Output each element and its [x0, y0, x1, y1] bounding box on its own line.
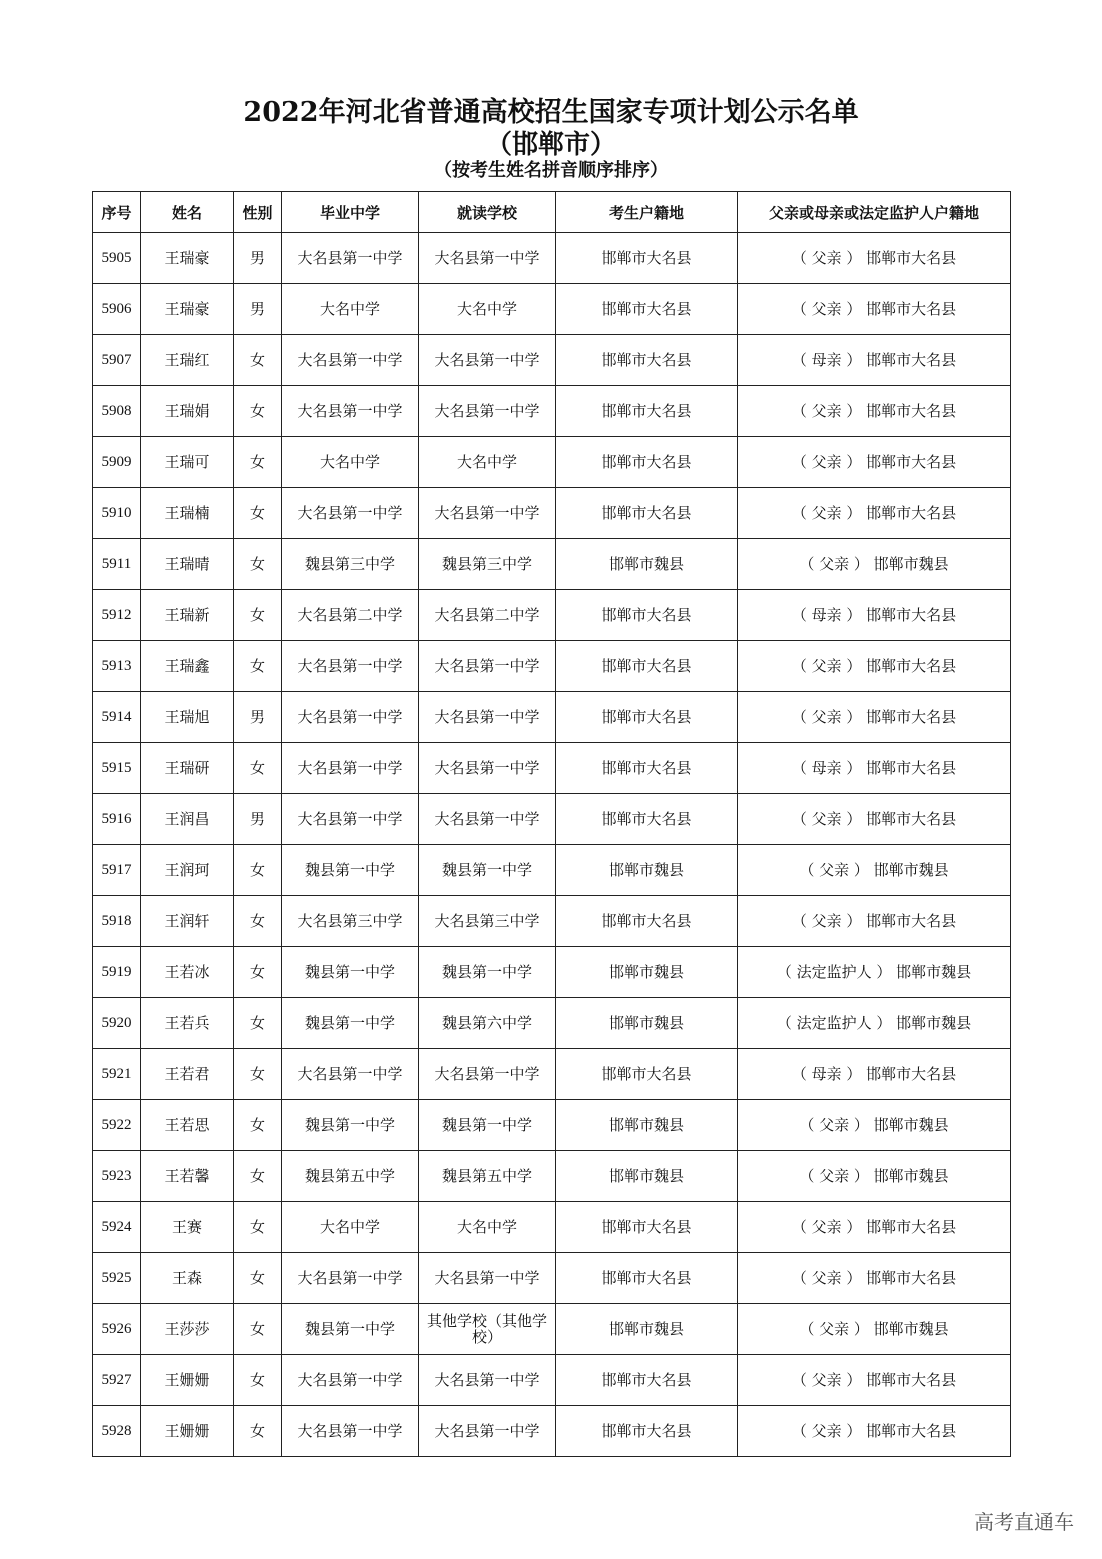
cell-current-school: 大名县第一中学 — [419, 743, 556, 794]
cell-row-number: 5906 — [93, 284, 141, 335]
cell-graduating-school: 大名中学 — [282, 437, 419, 488]
cell-current-school: 大名县第一中学 — [419, 1355, 556, 1406]
cell-student-household: 邯郸市大名县 — [556, 1202, 738, 1253]
cell-student-household: 邯郸市大名县 — [556, 284, 738, 335]
cell-current-school: 其他学校（其他学校） — [419, 1304, 556, 1355]
cell-guardian-household: （ 母亲 ） 邯郸市大名县 — [738, 335, 1011, 386]
cell-current-school: 大名中学 — [419, 284, 556, 335]
cell-student-name: 王润昌 — [141, 794, 234, 845]
cell-student-name: 王润轩 — [141, 896, 234, 947]
cell-guardian-household: （ 父亲 ） 邯郸市魏县 — [738, 845, 1011, 896]
cell-row-number: 5920 — [93, 998, 141, 1049]
cell-gender: 男 — [234, 794, 282, 845]
cell-guardian-household: （ 父亲 ） 邯郸市魏县 — [738, 1304, 1011, 1355]
cell-student-household: 邯郸市魏县 — [556, 1100, 738, 1151]
cell-student-name: 王若兵 — [141, 998, 234, 1049]
cell-student-name: 王瑞豪 — [141, 284, 234, 335]
table-row — [93, 692, 1011, 743]
cell-graduating-school: 魏县第一中学 — [282, 998, 419, 1049]
column-header-guardian-household: 父亲或母亲或法定监护人户籍地 — [738, 192, 1011, 233]
cell-current-school: 大名县第一中学 — [419, 1406, 556, 1457]
cell-gender: 女 — [234, 896, 282, 947]
cell-current-school: 大名县第一中学 — [419, 488, 556, 539]
cell-guardian-household: （ 父亲 ） 邯郸市大名县 — [738, 1253, 1011, 1304]
cell-student-name: 王瑞晴 — [141, 539, 234, 590]
cell-student-name: 王若君 — [141, 1049, 234, 1100]
cell-current-school: 魏县第一中学 — [419, 947, 556, 998]
cell-graduating-school: 大名县第一中学 — [282, 743, 419, 794]
cell-student-household: 邯郸市大名县 — [556, 743, 738, 794]
cell-graduating-school: 魏县第一中学 — [282, 947, 419, 998]
table-row — [93, 590, 1011, 641]
cell-gender: 女 — [234, 488, 282, 539]
cell-graduating-school: 大名县第三中学 — [282, 896, 419, 947]
table-row — [93, 1151, 1011, 1202]
cell-guardian-household: （ 母亲 ） 邯郸市大名县 — [738, 1049, 1011, 1100]
cell-gender: 女 — [234, 1406, 282, 1457]
table-row — [93, 1355, 1011, 1406]
cell-gender: 女 — [234, 1049, 282, 1100]
cell-graduating-school: 大名县第一中学 — [282, 641, 419, 692]
cell-student-name: 王润珂 — [141, 845, 234, 896]
cell-row-number: 5919 — [93, 947, 141, 998]
cell-current-school: 大名县第二中学 — [419, 590, 556, 641]
table-row — [93, 437, 1011, 488]
cell-student-household: 邯郸市魏县 — [556, 998, 738, 1049]
cell-row-number: 5908 — [93, 386, 141, 437]
table-row — [93, 386, 1011, 437]
cell-guardian-household: （ 法定监护人 ） 邯郸市魏县 — [738, 998, 1011, 1049]
cell-gender: 女 — [234, 1253, 282, 1304]
cell-row-number: 5923 — [93, 1151, 141, 1202]
cell-graduating-school: 大名县第二中学 — [282, 590, 419, 641]
cell-gender: 女 — [234, 539, 282, 590]
cell-student-household: 邯郸市大名县 — [556, 488, 738, 539]
cell-guardian-household: （ 父亲 ） 邯郸市大名县 — [738, 641, 1011, 692]
cell-graduating-school: 大名县第一中学 — [282, 233, 419, 284]
cell-gender: 男 — [234, 233, 282, 284]
cell-student-name: 王瑞可 — [141, 437, 234, 488]
table-row — [93, 1406, 1011, 1457]
cell-current-school: 魏县第三中学 — [419, 539, 556, 590]
table-row — [93, 845, 1011, 896]
cell-guardian-household: （ 母亲 ） 邯郸市大名县 — [738, 743, 1011, 794]
cell-gender: 女 — [234, 1304, 282, 1355]
cell-graduating-school: 魏县第五中学 — [282, 1151, 419, 1202]
cell-guardian-household: （ 父亲 ） 邯郸市大名县 — [738, 1406, 1011, 1457]
cell-student-name: 王姗姗 — [141, 1355, 234, 1406]
cell-student-household: 邯郸市大名县 — [556, 641, 738, 692]
cell-graduating-school: 大名县第一中学 — [282, 335, 419, 386]
table-row — [93, 1049, 1011, 1100]
cell-row-number: 5914 — [93, 692, 141, 743]
watermark: 高考直通车 — [974, 1510, 1074, 1534]
cell-student-household: 邯郸市大名县 — [556, 692, 738, 743]
column-header-student-household: 考生户籍地 — [556, 192, 738, 233]
cell-student-name: 王若冰 — [141, 947, 234, 998]
cell-current-school: 大名中学 — [419, 1202, 556, 1253]
cell-row-number: 5928 — [93, 1406, 141, 1457]
cell-gender: 女 — [234, 437, 282, 488]
cell-guardian-household: （ 父亲 ） 邯郸市大名县 — [738, 794, 1011, 845]
column-header-graduating-school: 毕业中学 — [282, 192, 419, 233]
cell-row-number: 5922 — [93, 1100, 141, 1151]
cell-graduating-school: 大名中学 — [282, 284, 419, 335]
cell-graduating-school: 大名县第一中学 — [282, 692, 419, 743]
cell-gender: 女 — [234, 743, 282, 794]
cell-guardian-household: （ 父亲 ） 邯郸市大名县 — [738, 233, 1011, 284]
cell-student-household: 邯郸市大名县 — [556, 1049, 738, 1100]
cell-student-name: 王瑞红 — [141, 335, 234, 386]
cell-current-school: 大名县第一中学 — [419, 1049, 556, 1100]
cell-student-name: 王若馨 — [141, 1151, 234, 1202]
cell-graduating-school: 大名中学 — [282, 1202, 419, 1253]
cell-graduating-school: 魏县第一中学 — [282, 845, 419, 896]
table-row — [93, 896, 1011, 947]
cell-graduating-school: 大名县第一中学 — [282, 1406, 419, 1457]
cell-student-name: 王姗姗 — [141, 1406, 234, 1457]
column-header-student-name: 姓名 — [141, 192, 234, 233]
cell-row-number: 5926 — [93, 1304, 141, 1355]
cell-row-number: 5917 — [93, 845, 141, 896]
cell-guardian-household: （ 父亲 ） 邯郸市大名县 — [738, 1355, 1011, 1406]
cell-current-school: 大名县第一中学 — [419, 692, 556, 743]
document-subtitle: （邯郸市） — [485, 130, 616, 160]
cell-guardian-household: （ 父亲 ） 邯郸市大名县 — [738, 284, 1011, 335]
cell-student-name: 王瑞楠 — [141, 488, 234, 539]
cell-student-name: 王瑞新 — [141, 590, 234, 641]
cell-current-school: 大名县第一中学 — [419, 386, 556, 437]
cell-current-school: 魏县第六中学 — [419, 998, 556, 1049]
cell-current-school: 大名县第一中学 — [419, 1253, 556, 1304]
cell-current-school: 魏县第一中学 — [419, 845, 556, 896]
cell-gender: 女 — [234, 590, 282, 641]
cell-guardian-household: （ 母亲 ） 邯郸市大名县 — [738, 590, 1011, 641]
table-row — [93, 947, 1011, 998]
cell-student-name: 王莎莎 — [141, 1304, 234, 1355]
cell-row-number: 5924 — [93, 1202, 141, 1253]
cell-row-number: 5913 — [93, 641, 141, 692]
cell-row-number: 5927 — [93, 1355, 141, 1406]
table-row — [93, 1100, 1011, 1151]
cell-student-household: 邯郸市大名县 — [556, 386, 738, 437]
table-row — [93, 743, 1011, 794]
table-row — [93, 794, 1011, 845]
table-row — [93, 335, 1011, 386]
cell-gender: 女 — [234, 1100, 282, 1151]
table-row — [93, 641, 1011, 692]
cell-guardian-household: （ 父亲 ） 邯郸市魏县 — [738, 1100, 1011, 1151]
cell-student-name: 王瑞研 — [141, 743, 234, 794]
cell-gender: 女 — [234, 845, 282, 896]
cell-gender: 女 — [234, 947, 282, 998]
cell-current-school: 魏县第五中学 — [419, 1151, 556, 1202]
cell-row-number: 5907 — [93, 335, 141, 386]
cell-graduating-school: 大名县第一中学 — [282, 386, 419, 437]
cell-current-school: 大名县第一中学 — [419, 335, 556, 386]
cell-student-name: 王赛 — [141, 1202, 234, 1253]
cell-guardian-household: （ 父亲 ） 邯郸市大名县 — [738, 488, 1011, 539]
cell-student-household: 邯郸市魏县 — [556, 539, 738, 590]
cell-gender: 男 — [234, 284, 282, 335]
column-header-current-school: 就读学校 — [419, 192, 556, 233]
cell-graduating-school: 大名县第一中学 — [282, 1355, 419, 1406]
cell-student-household: 邯郸市魏县 — [556, 1304, 738, 1355]
cell-current-school: 大名县第一中学 — [419, 641, 556, 692]
cell-student-household: 邯郸市大名县 — [556, 335, 738, 386]
table-row — [93, 1253, 1011, 1304]
table-row — [93, 1304, 1011, 1355]
column-header-row-number: 序号 — [93, 192, 141, 233]
cell-gender: 女 — [234, 641, 282, 692]
cell-gender: 女 — [234, 1151, 282, 1202]
cell-student-household: 邯郸市大名县 — [556, 1355, 738, 1406]
cell-student-household: 邯郸市魏县 — [556, 845, 738, 896]
table-row — [93, 233, 1011, 284]
cell-graduating-school: 魏县第三中学 — [282, 539, 419, 590]
cell-current-school: 大名中学 — [419, 437, 556, 488]
cell-guardian-household: （ 法定监护人 ） 邯郸市魏县 — [738, 947, 1011, 998]
cell-gender: 女 — [234, 386, 282, 437]
cell-current-school: 魏县第一中学 — [419, 1100, 556, 1151]
sort-note: （按考生姓名拼音顺序排序） — [434, 160, 668, 181]
cell-guardian-household: （ 父亲 ） 邯郸市大名县 — [738, 896, 1011, 947]
cell-student-household: 邯郸市魏县 — [556, 947, 738, 998]
cell-row-number: 5905 — [93, 233, 141, 284]
cell-student-household: 邯郸市大名县 — [556, 437, 738, 488]
cell-row-number: 5912 — [93, 590, 141, 641]
cell-gender: 女 — [234, 335, 282, 386]
cell-current-school: 大名县第三中学 — [419, 896, 556, 947]
table-header-row — [93, 192, 1011, 233]
document-title: 2022年河北省普通高校招生国家专项计划公示名单 — [243, 97, 859, 128]
cell-guardian-household: （ 父亲 ） 邯郸市大名县 — [738, 386, 1011, 437]
table-row — [93, 284, 1011, 335]
table-row — [93, 539, 1011, 590]
cell-student-household: 邯郸市大名县 — [556, 590, 738, 641]
cell-student-household: 邯郸市大名县 — [556, 794, 738, 845]
cell-graduating-school: 大名县第一中学 — [282, 794, 419, 845]
cell-student-name: 王瑞豪 — [141, 233, 234, 284]
cell-student-household: 邯郸市大名县 — [556, 233, 738, 284]
cell-guardian-household: （ 父亲 ） 邯郸市魏县 — [738, 1151, 1011, 1202]
roster-table — [92, 191, 1011, 1457]
cell-current-school: 大名县第一中学 — [419, 794, 556, 845]
cell-row-number: 5916 — [93, 794, 141, 845]
cell-row-number: 5910 — [93, 488, 141, 539]
cell-guardian-household: （ 父亲 ） 邯郸市大名县 — [738, 1202, 1011, 1253]
cell-graduating-school: 大名县第一中学 — [282, 488, 419, 539]
column-header-gender: 性别 — [234, 192, 282, 233]
cell-row-number: 5909 — [93, 437, 141, 488]
cell-student-name: 王瑞旭 — [141, 692, 234, 743]
cell-row-number: 5911 — [93, 539, 141, 590]
cell-guardian-household: （ 父亲 ） 邯郸市魏县 — [738, 539, 1011, 590]
cell-row-number: 5925 — [93, 1253, 141, 1304]
cell-gender: 女 — [234, 1355, 282, 1406]
cell-graduating-school: 大名县第一中学 — [282, 1253, 419, 1304]
cell-row-number: 5918 — [93, 896, 141, 947]
cell-gender: 男 — [234, 692, 282, 743]
cell-student-name: 王瑞鑫 — [141, 641, 234, 692]
cell-student-name: 王瑞娟 — [141, 386, 234, 437]
cell-student-household: 邯郸市大名县 — [556, 1406, 738, 1457]
cell-guardian-household: （ 父亲 ） 邯郸市大名县 — [738, 692, 1011, 743]
table-row — [93, 1202, 1011, 1253]
cell-guardian-household: （ 父亲 ） 邯郸市大名县 — [738, 437, 1011, 488]
cell-student-household: 邯郸市魏县 — [556, 1151, 738, 1202]
cell-gender: 女 — [234, 998, 282, 1049]
cell-row-number: 5921 — [93, 1049, 141, 1100]
cell-student-household: 邯郸市大名县 — [556, 1253, 738, 1304]
cell-graduating-school: 大名县第一中学 — [282, 1049, 419, 1100]
cell-student-name: 王森 — [141, 1253, 234, 1304]
cell-graduating-school: 魏县第一中学 — [282, 1100, 419, 1151]
cell-student-household: 邯郸市大名县 — [556, 896, 738, 947]
table-row — [93, 488, 1011, 539]
cell-current-school: 大名县第一中学 — [419, 233, 556, 284]
cell-student-name: 王若思 — [141, 1100, 234, 1151]
cell-graduating-school: 魏县第一中学 — [282, 1304, 419, 1355]
cell-row-number: 5915 — [93, 743, 141, 794]
cell-gender: 女 — [234, 1202, 282, 1253]
table-row — [93, 998, 1011, 1049]
